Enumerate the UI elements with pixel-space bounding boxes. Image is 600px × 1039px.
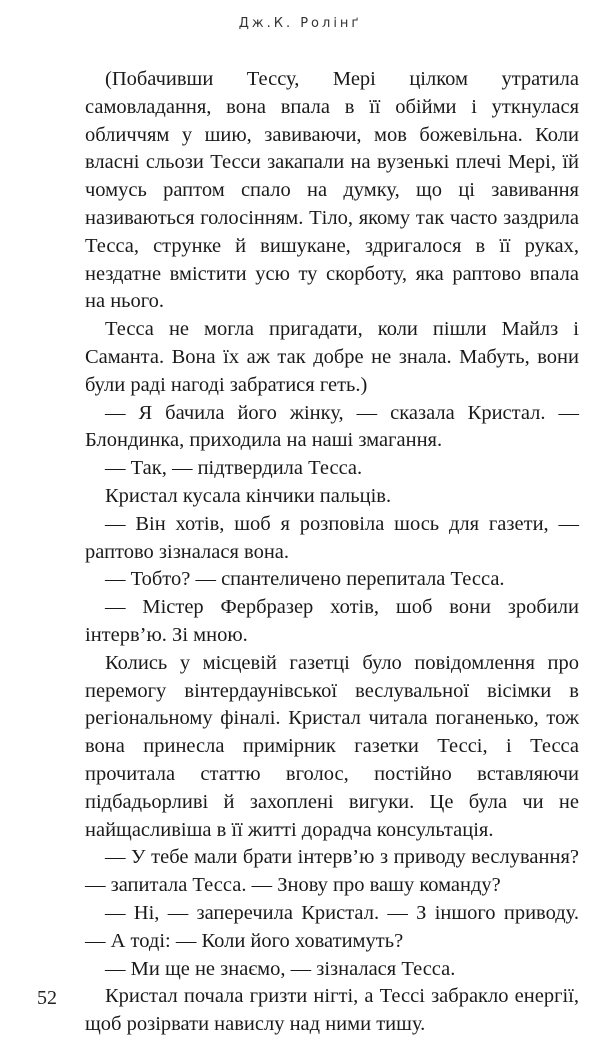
- paragraph: — Я бачила його жінку, — сказала Кристал. — Блондинка, приходила на наші змагання.: [85, 401, 579, 452]
- paragraph: Тесса не могла пригадати, коли пішли Майлз і Саманта. Вона їх аж так добре не знала. Мабуть, вони були раді нагоді забратися геть.): [85, 318, 579, 396]
- paragraph: — У тебе мали брати інтерв’ю з приводу веслування? — запитала Тесса. — Знову про вашу команду?: [85, 846, 579, 897]
- paragraph: — Він хотів, шоб я розповіла шось для газети, — раптово зізналася вона.: [85, 512, 579, 563]
- paragraph: Колись у місцевій газетці було повідомлення про перемогу вінтердаунівської веслувальної вісімки в регіональному фіналі. Кристал читала поганенько, тож вона принесла примірник газетки Тессі, і Тесса прочитала статтю вголос, постійно вставляючи підбадьорливі й захоплені вигуки. Це була чи не найщасливіша в її житті дорадча консультація.: [85, 651, 579, 841]
- paragraph: — Ми ще не знаємо, — зізналася Тесса.: [105, 957, 456, 980]
- running-head: Дж.К. Ролінґ: [238, 16, 362, 31]
- body-text: [85, 66, 579, 1039]
- paragraph: (Побачивши Тессу, Мері цілком утратила самовладання, вона впала в її обійми і уткнулася обличчям у шию, завиваючи, мов божевільна. Коли власні сльози Тесси закапали на вузенькі плечі Мері, їй чомусь раптом спало на думку, що ці завивання називаються голосінням. Тіло, якому так часто заздрила Тесса, струнке й вишукане, здригалося в її руках, нездатне вмістити усю ту скорботу, яка раптово впала на нього.: [85, 68, 579, 313]
- paragraph: Кристал кусала кінчики пальців.: [105, 484, 392, 507]
- paragraph: — Так, — підтвердила Тесса.: [105, 457, 363, 480]
- paragraph: — Тобто? — спантеличено перепитала Тесса.: [105, 568, 505, 591]
- paragraph: Кристал почала гризти нігті, а Тессі забракло енергії, щоб розірвати навислу над ними тишу.: [85, 985, 579, 1036]
- paragraph: — Містер Фербразер хотів, шоб вони зробили інтерв’ю. Зі мною.: [85, 596, 579, 646]
- paragraph: — Ні, — заперечила Кристал. — З іншого приводу. — А тоді: — Коли його ховатимуть?: [85, 901, 579, 952]
- page-number: 52: [37, 987, 57, 1009]
